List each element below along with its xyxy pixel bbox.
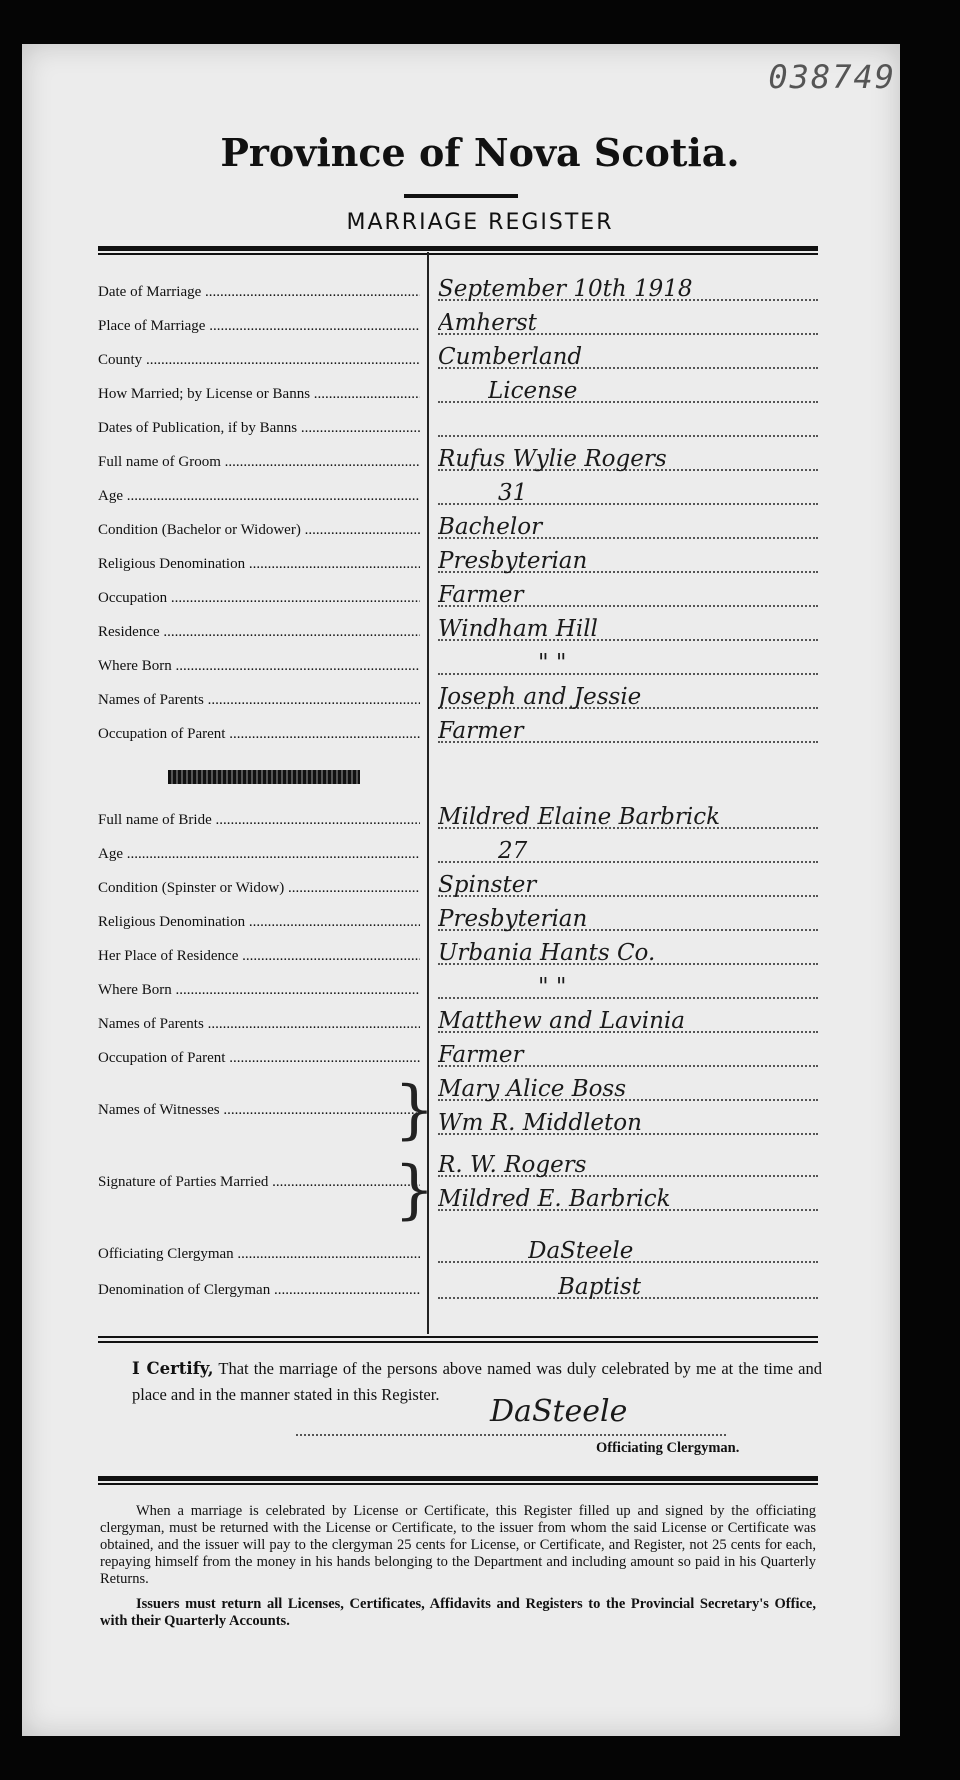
field-value: September 10th 1918 — [438, 276, 693, 302]
signature-brace: } — [394, 1153, 435, 1227]
row-signatures — [98, 1174, 818, 1215]
field-label: Names of Parents ..... — [98, 1016, 420, 1033]
instructions-paragraph-2: Issuers must return all Licenses, Certificates, Affidavits and Registers to the Provincial Secretary's Office, with their Quarterly Accounts. — [100, 1596, 816, 1629]
row-how-married — [98, 374, 818, 407]
field-value: Matthew and Lavinia — [438, 1008, 685, 1034]
row-bride-condition — [98, 868, 818, 901]
field-label: Occupation of Parent ..... — [98, 726, 420, 743]
certification-text — [132, 1356, 822, 1408]
certify-body: That the marriage of the persons above named was duly celebrated by me at the time and place and in the manner stated in this Register. — [132, 1359, 822, 1404]
form-title: Province of Nova Scotia. — [220, 130, 740, 175]
field-label: Dates of Publication, if by Banns ..... — [98, 420, 420, 437]
field-line — [438, 435, 818, 437]
field-value: Mary Alice Boss — [438, 1076, 627, 1102]
field-value: DaSteele — [528, 1238, 634, 1264]
signature-caption: Officiating Clergyman. — [596, 1440, 740, 1456]
row-groom-age — [98, 476, 818, 509]
field-value: Bachelor — [438, 514, 543, 540]
row-bride-where-born — [98, 970, 818, 1003]
row-bride-age — [98, 834, 818, 867]
field-value: " " — [538, 650, 567, 676]
field-value: 27 — [498, 838, 528, 864]
field-label: Date of Marriage ..... — [98, 284, 420, 301]
field-label: Occupation of Parent ..... — [98, 1050, 420, 1067]
field-label: Residence ..... — [98, 624, 420, 641]
row-witnesses — [98, 1102, 818, 1139]
instructions-paragraph-1: When a marriage is celebrated by License or Certificate, this Register filled up and signed by the officiating clergyman, must be returned with the License or Certificate, to the issuer from whom the said License or Certificate was obtained, and the issuer will pay to the clergyman 25 cents for License, or Certificate, and Register, not 25 cents for each, repaying himself from the money in his hands belonging to the Department and including amount so paid in his Quarterly Returns. — [100, 1503, 816, 1587]
field-value: " " — [538, 974, 567, 1000]
mid-rule-thin — [98, 1336, 818, 1338]
row-groom-where-born — [98, 646, 818, 679]
field-value: Farmer — [438, 1042, 524, 1068]
row-groom-condition — [98, 510, 818, 543]
row-clergyman-denomination — [98, 1270, 818, 1303]
clergyman-signature: DaSteele — [490, 1394, 628, 1429]
field-value: Wm R. Middleton — [438, 1110, 642, 1136]
field-label: Signature of Parties Married ..... — [98, 1174, 420, 1191]
field-label: How Married; by License or Banns ..... — [98, 386, 420, 403]
field-label: Age ..... — [98, 846, 420, 863]
field-label: Denomination of Clergyman ..... — [98, 1282, 420, 1299]
section-separator — [168, 770, 360, 784]
row-bride-residence — [98, 936, 818, 969]
field-label: Full name of Bride ..... — [98, 812, 420, 829]
signature-line — [296, 1434, 726, 1436]
row-place-of-marriage — [98, 306, 818, 339]
field-value: 31 — [498, 480, 528, 506]
row-officiating-clergyman — [98, 1234, 818, 1267]
field-value: Baptist — [558, 1274, 641, 1300]
row-dates-of-publication — [98, 408, 818, 441]
field-value: Spinster — [438, 872, 537, 898]
field-value: Joseph and Jessie — [438, 684, 642, 710]
row-groom-occupation — [98, 578, 818, 611]
row-groom-residence — [98, 612, 818, 645]
field-value: Windham Hill — [438, 616, 598, 642]
field-label: Names of Parents ..... — [98, 692, 420, 709]
bottom-rule-thin — [98, 1483, 818, 1485]
field-label: Place of Marriage ..... — [98, 318, 420, 335]
field-value: Farmer — [438, 718, 524, 744]
instructions — [100, 1503, 816, 1638]
row-county — [98, 340, 818, 373]
top-rule-thin — [98, 253, 818, 255]
row-date-of-marriage — [98, 272, 818, 305]
title-underline — [404, 194, 518, 198]
row-groom-religion — [98, 544, 818, 577]
bottom-rule — [98, 1476, 818, 1481]
field-label: Condition (Bachelor or Widower) ..... — [98, 522, 420, 539]
row-bride-parents — [98, 1004, 818, 1037]
witness-brace: } — [394, 1073, 435, 1147]
row-bride-parent-occupation — [98, 1038, 818, 1071]
field-value: Farmer — [438, 582, 524, 608]
field-label: County ..... — [98, 352, 420, 369]
row-groom-name — [98, 442, 818, 475]
field-value: Cumberland — [438, 344, 583, 370]
certify-heading: I Certify, — [132, 1359, 214, 1378]
mid-rule-thin-2 — [98, 1341, 818, 1343]
field-label: Condition (Spinster or Widow) ..... — [98, 880, 420, 897]
field-label: Age ..... — [98, 488, 420, 505]
serial-number: 038749 — [768, 58, 896, 96]
field-value: Presbyterian — [438, 548, 588, 574]
row-witness-1 — [98, 1072, 818, 1105]
field-label: Full name of Groom ..... — [98, 454, 420, 471]
field-label: Religious Denomination ..... — [98, 914, 420, 931]
field-value: License — [488, 378, 578, 404]
form-subtitle: MARRIAGE REGISTER — [346, 210, 614, 235]
field-value: Presbyterian — [438, 906, 588, 932]
field-value: Urbania Hants Co. — [438, 940, 656, 966]
row-bride-name — [98, 800, 818, 833]
field-value: Amherst — [438, 310, 537, 336]
field-label: Where Born ..... — [98, 658, 420, 675]
row-groom-parent-occupation — [98, 714, 818, 747]
field-label: Her Place of Residence ..... — [98, 948, 420, 965]
field-label: Where Born ..... — [98, 982, 420, 999]
field-label: Names of Witnesses ..... — [98, 1102, 420, 1119]
field-value: Mildred Elaine Barbrick — [438, 804, 721, 830]
field-label: Officiating Clergyman ..... — [98, 1246, 420, 1263]
row-bride-religion — [98, 902, 818, 935]
field-label: Religious Denomination ..... — [98, 556, 420, 573]
field-value: R. W. Rogers — [438, 1152, 587, 1178]
field-value: Rufus Wylie Rogers — [438, 446, 667, 472]
field-value: Mildred E. Barbrick — [438, 1186, 671, 1212]
row-groom-parents — [98, 680, 818, 713]
field-label: Occupation ..... — [98, 590, 420, 607]
top-rule — [98, 246, 818, 251]
